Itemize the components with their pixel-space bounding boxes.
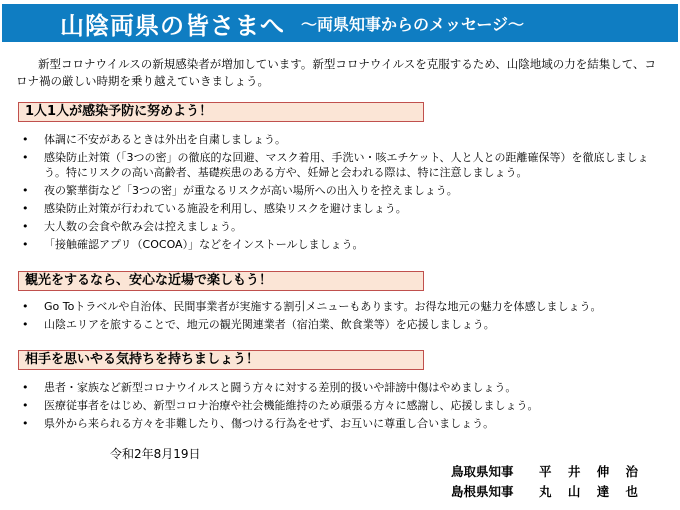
consideration-list bbox=[16, 380, 668, 434]
title-banner bbox=[2, 4, 678, 42]
page-subtitle: ～両県知事からのメッセージ～ bbox=[301, 14, 525, 34]
signer-name: 丸 山 達 也 bbox=[539, 484, 639, 499]
signer-role: 島根県知事 bbox=[451, 484, 514, 499]
list-item: • 医療従事者をはじめ、新型コロナ治療や社会機能維持のため頑張る方々に感謝し、応援しましょう。 bbox=[16, 398, 668, 413]
tourism-list bbox=[16, 299, 668, 335]
section-heading-prevention: 1人1人が感染予防に努めよう！ bbox=[18, 102, 424, 122]
signer-name: 平 井 伸 治 bbox=[539, 464, 639, 479]
list-item: • 感染防止対策（「3つの密」の徹底的な回避、マスク着用、手洗い・咳エチケット、人と人との距離確保等）を徹底しましょう。特にリスクの高い高齢者、基礎疾患のある方や、妊婦と会われる際は、特に注意しましょう。 bbox=[16, 150, 668, 180]
list-item: • 患者・家族など新型コロナウイルスと闘う方々に対する差別的扱いや誹謗中傷はやめましょう。 bbox=[16, 380, 668, 395]
list-item: • 感染防止対策が行われている施設を利用し、感染リスクを避けましょう。 bbox=[16, 201, 668, 216]
list-item: • 「接触確認アプリ（COCOA）」などをインストールしましょう。 bbox=[16, 237, 668, 252]
intro-paragraph: 新型コロナウイルスの新規感染者が増加しています。新型コロナウイルスを克服するため、山陰地域の力を結集して、コロナ禍の厳しい時期を乗り越えていきましょう。 bbox=[16, 57, 657, 88]
list-item: • 県外から来られる方々を非難したり、傷つける行為をせず、お互いに尊重し合いましょう。 bbox=[16, 416, 668, 431]
issue-date: 令和2年8月19日 bbox=[110, 447, 201, 461]
list-item: • Go Toトラベルや自治体、民間事業者が実施する割引メニューもあります。お得な地元の魅力を体感しましょう。 bbox=[16, 299, 668, 314]
section-heading-consideration: 相手を思いやる気持ちを持ちましょう！ bbox=[18, 350, 424, 370]
list-item: • 大人数の会食や飲み会は控えましょう。 bbox=[16, 219, 668, 234]
signer-role: 鳥取県知事 bbox=[451, 464, 514, 479]
list-item: • 山陰エリアを旅することで、地元の観光関連業者（宿泊業、飲食業等）を応援しましょう。 bbox=[16, 317, 668, 332]
prevention-list bbox=[16, 132, 668, 255]
list-item: • 体調に不安があるときは外出を自粛しましょう。 bbox=[16, 132, 668, 147]
signer-shimane bbox=[451, 482, 638, 500]
section-heading-tourism: 観光をするなら、安心な近場で楽しもう！ bbox=[18, 271, 424, 291]
list-item: • 夜の繁華街など「3つの密」が重なるリスクが高い場所への出入りを控えましょう。 bbox=[16, 183, 668, 198]
page-title: 山陰両県の皆さまへ bbox=[60, 11, 285, 40]
signer-tottori bbox=[451, 462, 638, 480]
